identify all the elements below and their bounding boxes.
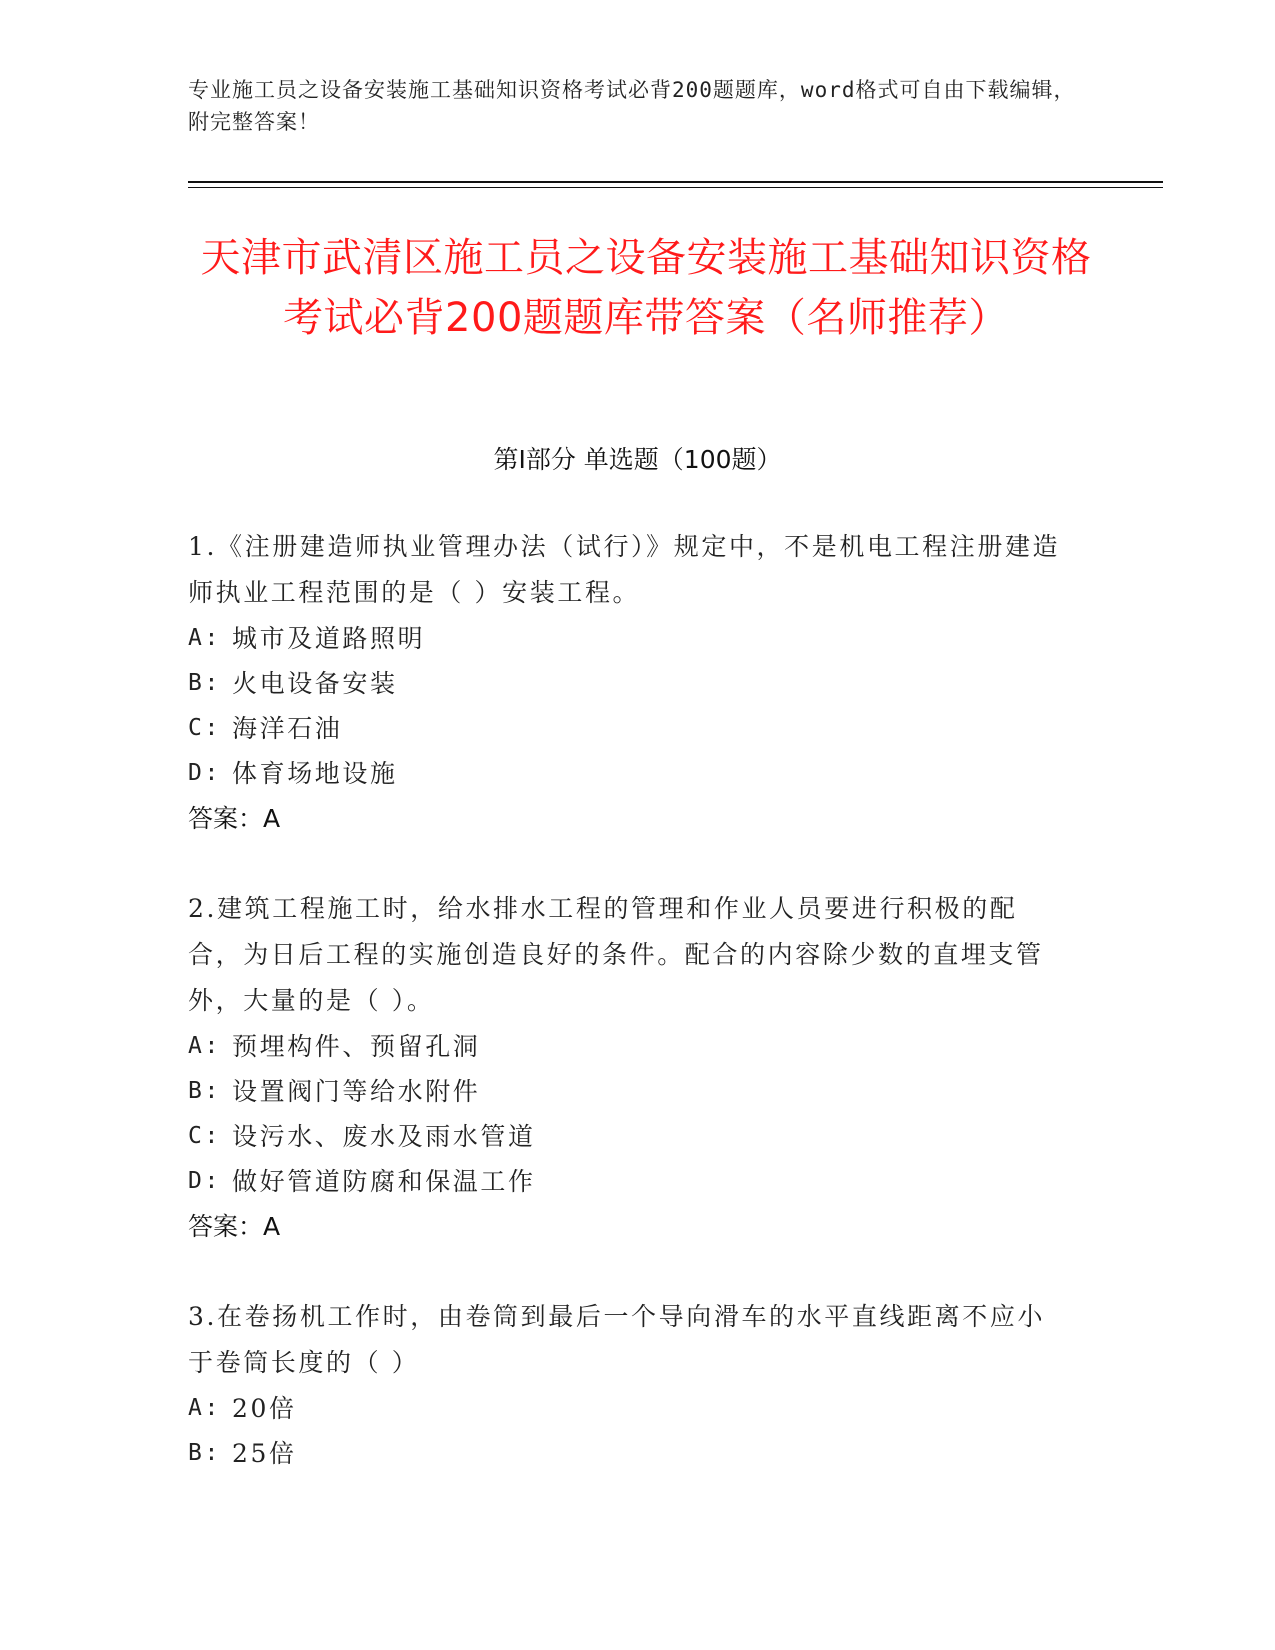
option-text: 做好管道防腐和保温工作 bbox=[232, 1167, 536, 1196]
question-text: 3.在卷扬机工作时，由卷筒到最后一个导向滑车的水平直线距离不应小于卷筒长度的（ ） bbox=[188, 1302, 1046, 1377]
question-item bbox=[188, 886, 1068, 1250]
answer-line: 答案：A bbox=[188, 804, 281, 833]
option-text: 预埋构件、预留孔洞 bbox=[232, 1032, 481, 1061]
option-text: 设置阀门等给水附件 bbox=[232, 1077, 481, 1106]
question-item bbox=[188, 524, 1068, 842]
option-key: A: bbox=[188, 1033, 221, 1059]
option-text: 火电设备安装 bbox=[232, 669, 398, 698]
option-a bbox=[188, 1386, 1068, 1431]
option-key: A: bbox=[188, 1395, 221, 1421]
option-a bbox=[188, 1024, 1068, 1069]
option-text: 25倍 bbox=[232, 1439, 297, 1468]
option-b bbox=[188, 1069, 1068, 1114]
option-text: 城市及道路照明 bbox=[232, 624, 426, 653]
option-text: 海洋石油 bbox=[232, 714, 343, 743]
option-key: C: bbox=[188, 715, 221, 741]
option-c bbox=[188, 1114, 1068, 1159]
option-key: B: bbox=[188, 1078, 221, 1104]
header-note: 专业施工员之设备安装施工基础知识资格考试必背200题题库，word格式可自由下载编辑，附完整答案！ bbox=[188, 78, 1076, 134]
document-title: 天津市武清区施工员之设备安装施工基础知识资格考试必背200题题库带答案（名师推荐） bbox=[200, 235, 1092, 341]
option-text: 体育场地设施 bbox=[232, 759, 398, 788]
option-key: A: bbox=[188, 625, 221, 651]
question-item bbox=[188, 1294, 1068, 1476]
option-b bbox=[188, 661, 1068, 706]
option-text: 设污水、废水及雨水管道 bbox=[232, 1122, 536, 1151]
section-title: 第I部分 单选题（100题） bbox=[493, 445, 782, 474]
option-key: C: bbox=[188, 1123, 221, 1149]
option-key: D: bbox=[188, 1168, 221, 1194]
option-d bbox=[188, 1159, 1068, 1204]
option-key: D: bbox=[188, 760, 221, 786]
header-divider-thin bbox=[188, 187, 1163, 188]
option-a bbox=[188, 616, 1068, 661]
option-text: 20倍 bbox=[232, 1394, 297, 1423]
option-b bbox=[188, 1431, 1068, 1476]
option-c bbox=[188, 706, 1068, 751]
option-d bbox=[188, 751, 1068, 796]
question-text: 1.《注册建造师执业管理办法（试行）》规定中，不是机电工程注册建造师执业工程范围的是（ ）安装工程。 bbox=[188, 532, 1061, 607]
answer-line: 答案：A bbox=[188, 1212, 281, 1241]
option-key: B: bbox=[188, 1440, 221, 1466]
option-key: B: bbox=[188, 670, 221, 696]
header-divider-thick bbox=[188, 181, 1163, 183]
question-list bbox=[188, 524, 1068, 1520]
question-text: 2.建筑工程施工时，给水排水工程的管理和作业人员要进行积极的配合，为日后工程的实施创造良好的条件。配合的内容除少数的直埋支管外，大量的是（ ）。 bbox=[188, 894, 1044, 1015]
